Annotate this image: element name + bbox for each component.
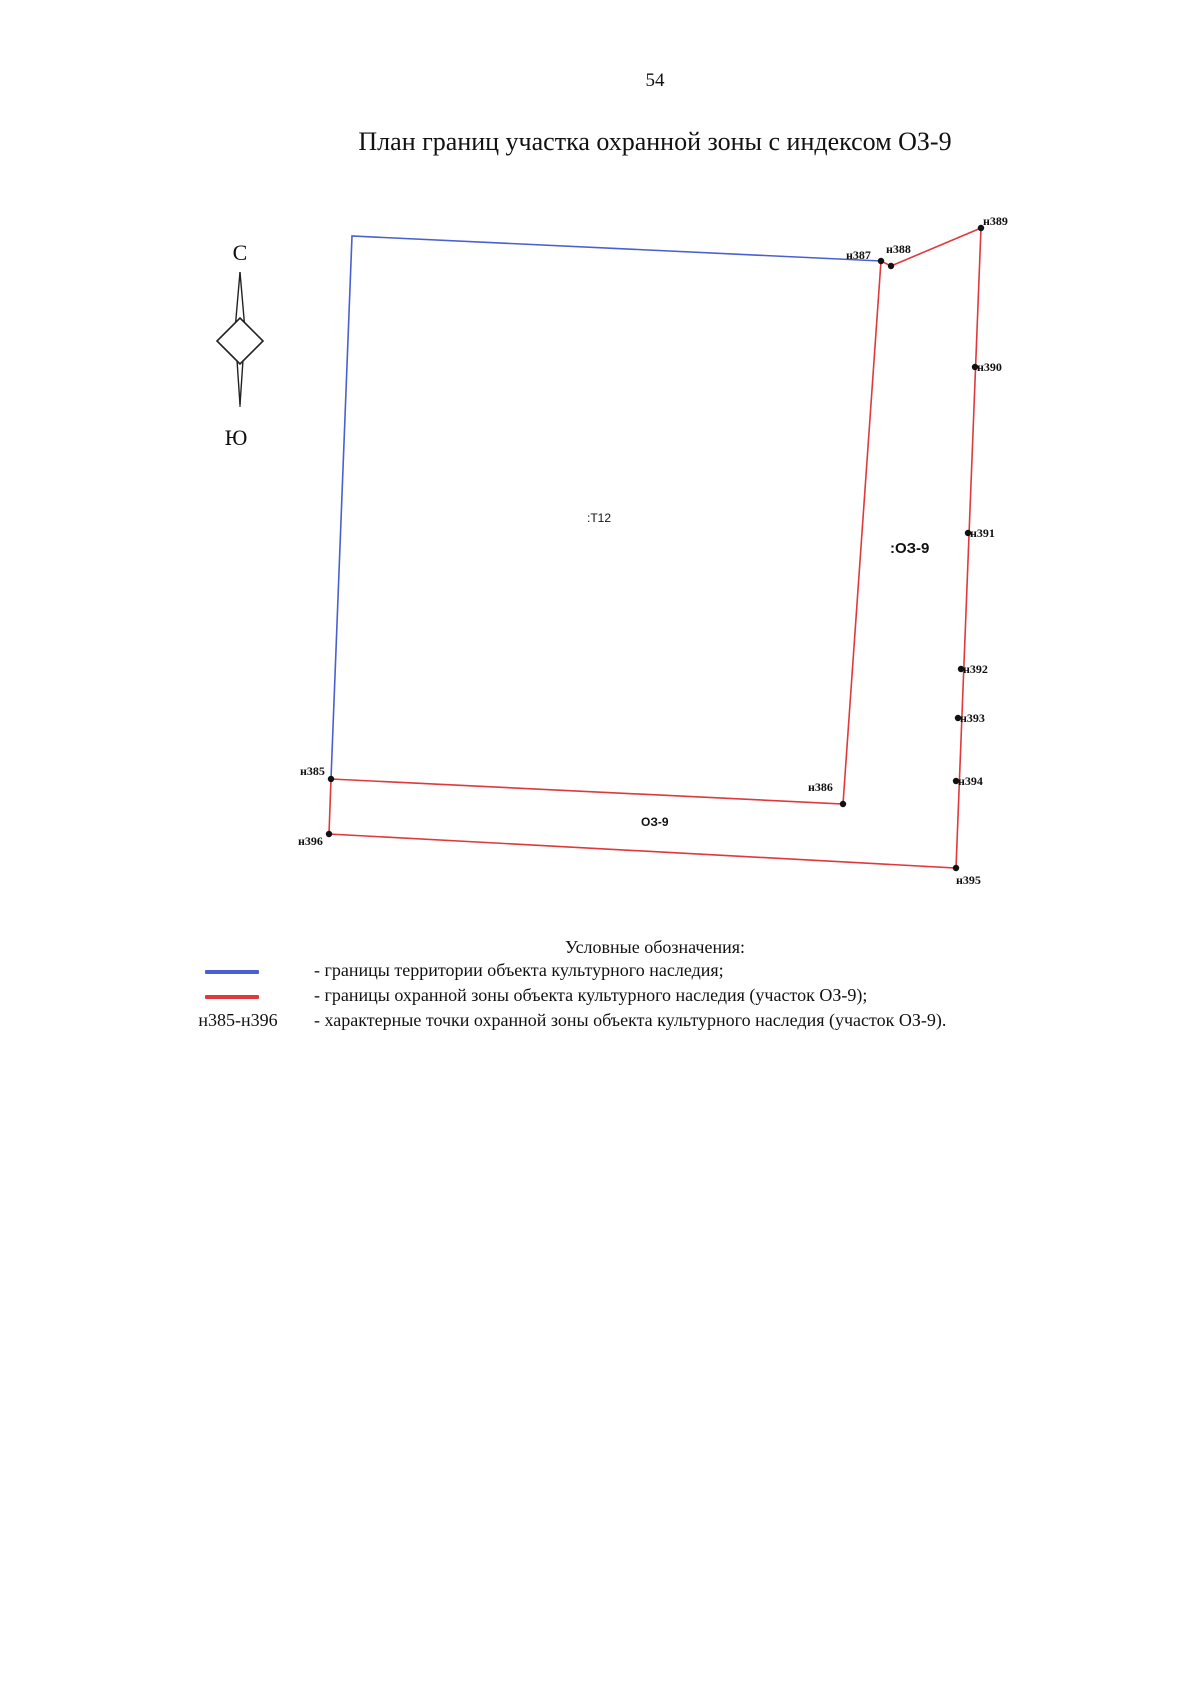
- point-label-n394: н394: [958, 774, 983, 788]
- point-n395: [953, 865, 959, 871]
- point-n396: [326, 831, 332, 837]
- point-label-n386: н386: [808, 780, 833, 794]
- characteristic-points: [326, 225, 984, 871]
- legend-text: - границы территории объекта культурного наследия;: [314, 960, 724, 980]
- legend-text: - границы охранной зоны объекта культурного наследия (участок ОЗ-9);: [314, 985, 868, 1005]
- legend-item-zone: [0, 985, 1200, 1009]
- legend-key: [183, 985, 293, 1009]
- compass-north-label: С: [232, 240, 248, 265]
- legend-key: [183, 960, 293, 984]
- point-label-n392: н392: [963, 662, 988, 676]
- red-line-icon: [205, 995, 259, 999]
- point-label-n387: н387: [846, 248, 871, 262]
- territory-boundary-line: [331, 236, 881, 779]
- legend-item-territory: [0, 960, 1200, 984]
- point-n385: [328, 776, 334, 782]
- point-label-n393: н393: [960, 711, 985, 725]
- zone-label-inner: :ОЗ-9: [890, 540, 930, 557]
- territory-label: :Т12: [587, 511, 612, 525]
- point-label-n395: н395: [956, 873, 981, 887]
- legend-title: Условные обозначения:: [564, 937, 746, 957]
- point-label-n396: н396: [298, 834, 323, 848]
- point-label-n389: н389: [983, 214, 1008, 228]
- point-label-n390: н390: [977, 360, 1002, 374]
- blue-line-icon: [205, 970, 259, 974]
- compass-icon: [217, 240, 263, 450]
- point-n386: [840, 801, 846, 807]
- legend-text: - характерные точки охранной зоны объекта культурного наследия (участок ОЗ-9).: [314, 1010, 947, 1030]
- zone-label-bottom: ОЗ-9: [641, 815, 669, 829]
- point-n388: [888, 263, 894, 269]
- legend-key-points: н385-н396: [198, 1010, 278, 1030]
- point-label-n385: н385: [300, 764, 325, 778]
- page-number: 54: [645, 70, 665, 91]
- point-label-n388: н388: [886, 242, 911, 256]
- page-title: План границ участка охранной зоны с индексом ОЗ-9: [358, 127, 952, 156]
- point-label-n391: н391: [970, 526, 995, 540]
- point-n387: [878, 258, 884, 264]
- legend-item-points: [0, 1010, 1200, 1034]
- compass-south-label: Ю: [224, 425, 248, 450]
- zone-boundary-line: [329, 228, 981, 868]
